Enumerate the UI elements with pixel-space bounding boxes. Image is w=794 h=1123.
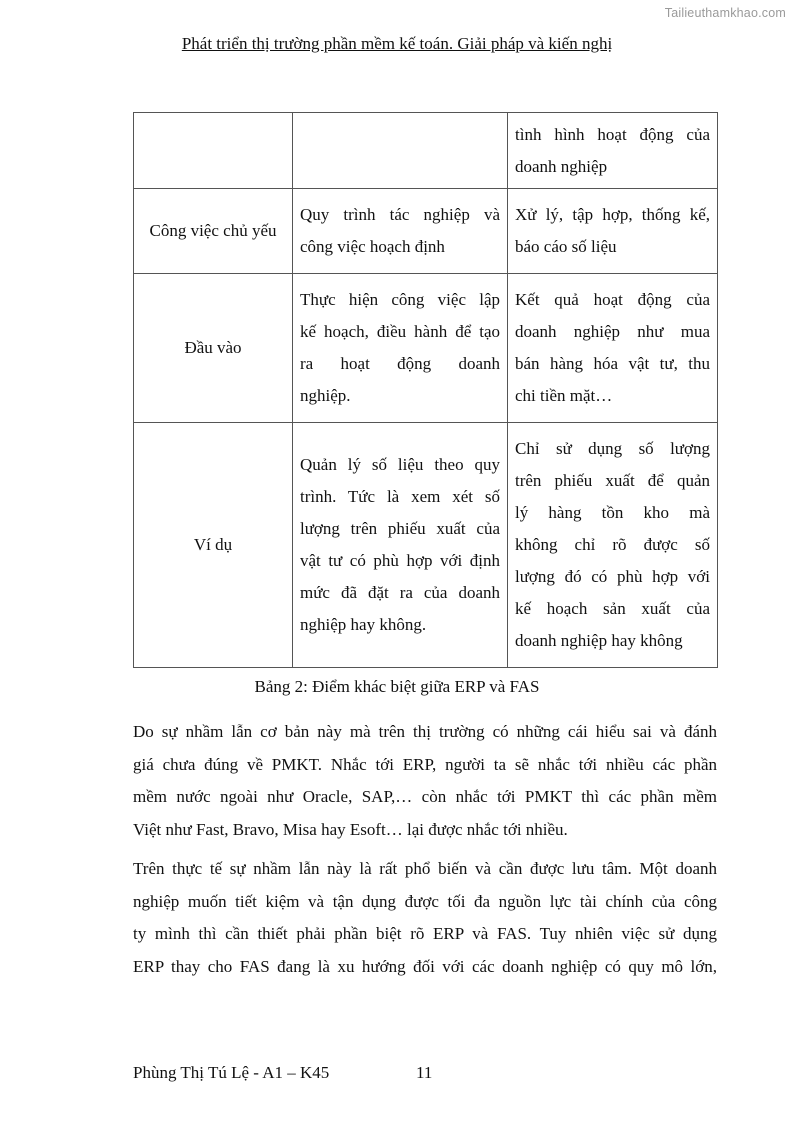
cell-line: doanh nghiệp: [515, 156, 608, 176]
cell-line: công việc hoạch định: [300, 237, 445, 256]
cell-line: ra hoạt động doanh: [300, 354, 500, 373]
paragraph-line: Việt như Fast, Bravo, Misa hay Esoft… lại được nhắc tới nhiều.: [133, 819, 568, 839]
cell-line: Xử lý, tập hợp, thống kế,: [515, 205, 710, 224]
erp-cell: [293, 274, 508, 423]
fas-cell: [508, 274, 718, 423]
cell-line: tình hình hoạt động của: [515, 124, 710, 144]
cell-line: Chỉ sử dụng số lượng: [515, 439, 710, 458]
cell-line: Kết quả hoạt động của: [515, 290, 710, 309]
cell-line: mức đã đặt ra của doanh: [300, 583, 500, 602]
erp-cell: [293, 189, 508, 274]
erp-cell: [293, 113, 508, 189]
cell-line: Quy trình tác nghiệp và: [300, 205, 500, 224]
table-row: [134, 274, 718, 423]
row-label: [134, 113, 293, 189]
watermark: Tailieuthamkhao.com: [664, 6, 786, 20]
table-row: [134, 423, 718, 668]
erp-cell: [293, 423, 508, 668]
comparison-table: [133, 112, 718, 668]
row-label: Ví dụ: [134, 423, 293, 668]
footer-author: Phùng Thị Tú Lệ - A1 – K45: [133, 1063, 330, 1082]
row-label: Công việc chủ yếu: [134, 189, 293, 274]
paragraph-line: nghiệp muốn tiết kiệm và tận dụng được tối đa nguồn lực tài chính của công: [133, 891, 717, 911]
cell-line: trình. Tức là xem xét số: [300, 487, 500, 506]
cell-line: lượng đó có phù hợp với: [515, 567, 710, 586]
paragraph: [133, 853, 717, 983]
cell-line: lý hàng tồn kho mà: [515, 503, 710, 522]
table-row: [134, 113, 718, 189]
fas-cell: [508, 189, 718, 274]
table-caption: Bảng 2: Điểm khác biệt giữa ERP và FAS: [254, 677, 540, 696]
table-row: [134, 189, 718, 274]
cell-line: kế hoạch sản xuất của: [515, 599, 710, 618]
cell-line: bán hàng hóa vật tư, thu: [515, 354, 710, 373]
page-header: Phát triển thị trường phần mềm kế toán. Giải pháp và kiến nghị: [181, 34, 613, 53]
cell-line: nghiệp hay không.: [300, 615, 427, 634]
page-number: 11: [416, 1063, 433, 1082]
fas-cell: [508, 113, 718, 189]
paragraph-line: ty mình thì cần thiết phải phần biệt rõ ERP và FAS. Tuy nhiên việc sử dụng: [133, 924, 717, 943]
paragraph-line: Trên thực tế sự nhầm lẫn này là rất phổ biến và cần được lưu tâm. Một doanh: [133, 859, 717, 878]
cell-line: nghiệp.: [300, 386, 351, 405]
cell-line: doanh nghiệp hay không: [515, 631, 683, 650]
paragraph-line: giá chưa đúng về PMKT. Nhắc tới ERP, người ta sẽ nhắc tới nhiều các phần: [133, 754, 717, 774]
fas-cell: [508, 423, 718, 668]
cell-line: báo cáo số liệu: [515, 237, 617, 256]
cell-line: vật tư có phù hợp với định: [300, 551, 500, 570]
cell-line: trên phiếu xuất để quản: [515, 471, 710, 490]
cell-line: chi tiền mặt…: [515, 386, 613, 405]
cell-line: kế hoạch, điều hành để tạo: [300, 322, 500, 341]
cell-line: Thực hiện công việc lập: [300, 290, 500, 309]
paragraph-line: mềm nước ngoài như Oracle, SAP,… còn nhắc tới PMKT thì các phần mềm: [133, 787, 717, 806]
cell-line: không chỉ rõ được số: [515, 535, 710, 554]
paragraph: [133, 716, 717, 846]
cell-line: lượng trên phiếu xuất của: [300, 519, 500, 538]
cell-line: doanh nghiệp như mua: [515, 322, 710, 341]
paragraph-line: Do sự nhầm lẫn cơ bản này mà trên thị trường có những cái hiểu sai và đánh: [133, 722, 717, 741]
paragraph-line: ERP thay cho FAS đang là xu hướng đối với các doanh nghiệp có quy mô lớn,: [133, 956, 717, 976]
row-label: Đầu vào: [134, 274, 293, 423]
cell-line: Quản lý số liệu theo quy: [300, 455, 500, 474]
